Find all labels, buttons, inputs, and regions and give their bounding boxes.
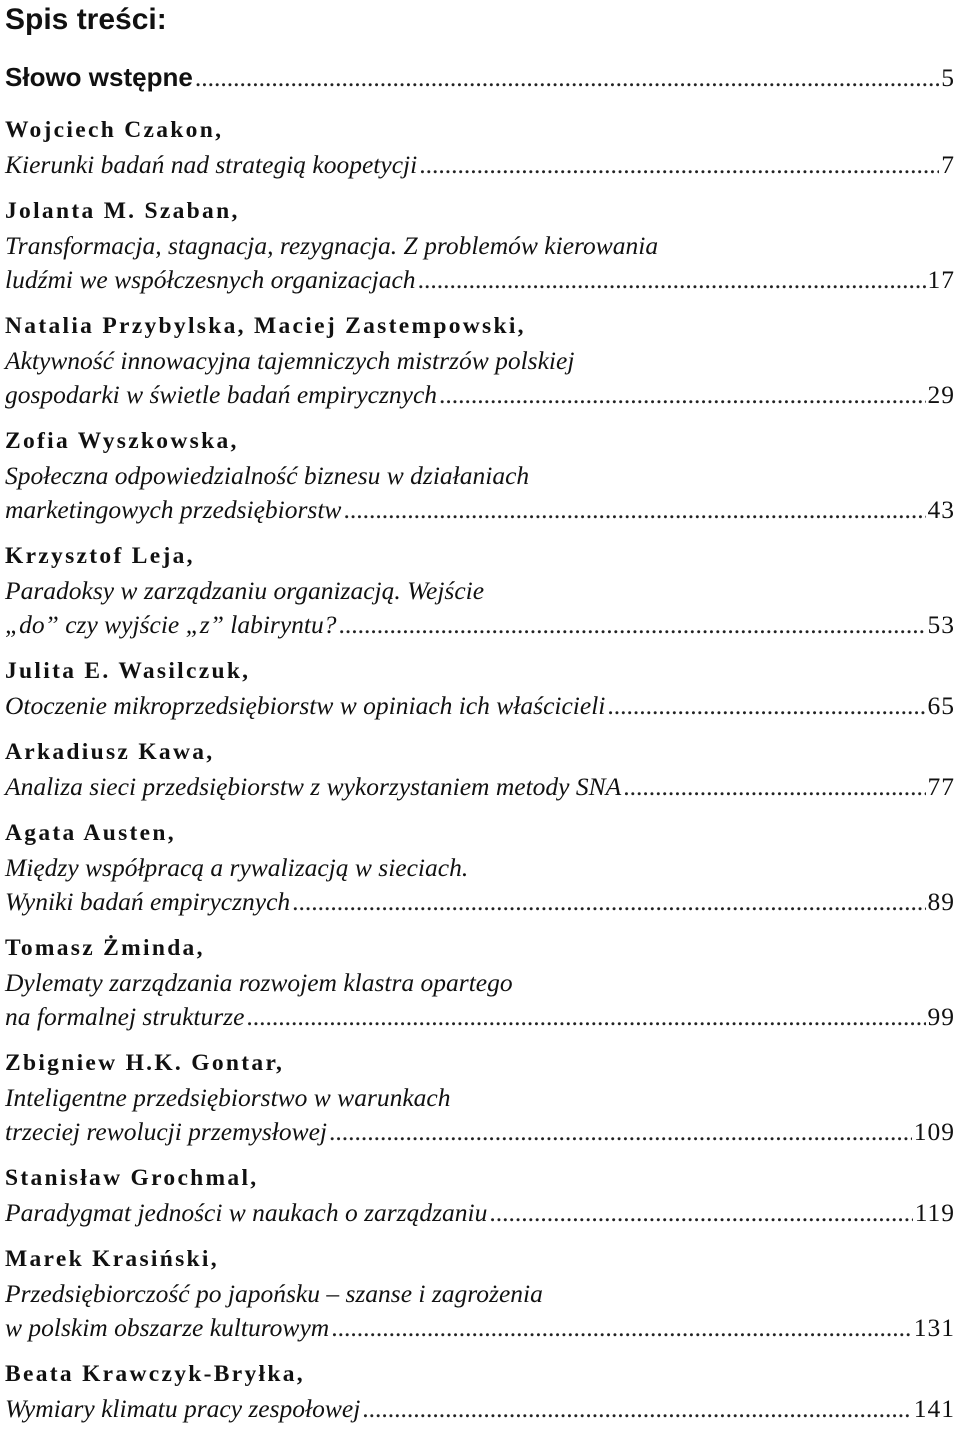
page-number: 99: [927, 1002, 955, 1031]
toc-entry[interactable]: [5, 538, 955, 642]
entry-author: Krzysztof Leja,: [5, 543, 195, 569]
page-number: 5: [941, 63, 955, 92]
toc-entry-preface[interactable]: [5, 60, 955, 94]
entry-author: Natalia Przybylska, Maciej Zastempowski,: [5, 313, 526, 339]
dot-leader: [419, 148, 939, 182]
entry-spacer: [5, 1345, 955, 1356]
entry-author: Beata Krawczyk-Bryłka,: [5, 1361, 305, 1387]
entry-title-line: Aktywność innowacyjna tajemniczych mistrzów polskiej: [5, 346, 575, 375]
page-number: 89: [927, 887, 955, 916]
entry-author: Julita E. Wasilczuk,: [5, 658, 251, 684]
page-number: 141: [913, 1394, 955, 1423]
page-number: 43: [927, 495, 955, 524]
entry-spacer: [5, 1034, 955, 1045]
toc-entry[interactable]: [5, 193, 955, 297]
entry-spacer: [5, 297, 955, 308]
dot-leader: [607, 689, 925, 723]
toc-entry-list: [5, 112, 955, 1437]
entry-title-line: Wyniki badań empirycznych: [5, 887, 291, 916]
page-number: 7: [941, 150, 955, 179]
toc-entry[interactable]: [5, 423, 955, 527]
entry-spacer: [5, 412, 955, 423]
table-of-contents: [5, 0, 955, 1437]
entry-author: Zofia Wyszkowska,: [5, 428, 239, 454]
entry-title-line: w polskim obszarze kulturowym: [5, 1313, 330, 1342]
entry-author: Tomasz Żminda,: [5, 935, 205, 961]
page-number: 109: [913, 1117, 955, 1146]
dot-leader: [623, 770, 925, 804]
toc-entry[interactable]: [5, 1045, 955, 1149]
entry-title-line: Społeczna odpowiedzialność biznesu w działaniach: [5, 461, 530, 490]
entry-spacer: [5, 1230, 955, 1241]
entry-title-line: Otoczenie mikroprzedsiębiorstw w opiniach ich właścicieli: [5, 691, 606, 720]
entry-title: Słowo wstępne: [5, 62, 193, 92]
entry-title-line: Paradygmat jedności w naukach o zarządzaniu: [5, 1198, 488, 1227]
entry-author: Stanisław Grochmal,: [5, 1165, 259, 1191]
dot-leader: [195, 61, 939, 95]
dot-leader: [418, 263, 926, 297]
page-title: Spis treści:: [5, 3, 167, 36]
entry-title-line: Paradoksy w zarządzaniu organizacją. Wejście: [5, 576, 485, 605]
toc-entry[interactable]: [5, 112, 955, 182]
page-number: 17: [927, 265, 955, 294]
toc-entry[interactable]: [5, 1160, 955, 1230]
entry-spacer: [5, 527, 955, 538]
entry-spacer: [5, 182, 955, 193]
page-number: 119: [914, 1198, 955, 1227]
page-number: 29: [927, 380, 955, 409]
entry-title-line: Przedsiębiorczość po japońsku – szanse i zagrożenia: [5, 1279, 543, 1308]
entry-author: Marek Krasiński,: [5, 1246, 219, 1272]
toc-entry[interactable]: [5, 308, 955, 412]
dot-leader: [246, 1000, 925, 1034]
entry-author: Zbigniew H.K. Gontar,: [5, 1050, 285, 1076]
dot-leader: [439, 378, 925, 412]
entry-title-line: na formalnej strukturze: [5, 1002, 245, 1031]
entry-title-line: Dylematy zarządzania rozwojem klastra opartego: [5, 968, 513, 997]
dot-leader: [339, 608, 926, 642]
toc-entry[interactable]: [5, 1356, 955, 1426]
entry-spacer: [5, 804, 955, 815]
entry-author: Arkadiusz Kawa,: [5, 739, 215, 765]
entry-author: Agata Austen,: [5, 820, 176, 846]
toc-entry[interactable]: [5, 653, 955, 723]
entry-title-line: Inteligentne przedsiębiorstwo w warunkach: [5, 1083, 451, 1112]
entry-author: Jolanta M. Szaban,: [5, 198, 240, 224]
entry-title-line: Analiza sieci przedsiębiorstw z wykorzystaniem metody SNA: [5, 772, 622, 801]
page-number: 77: [927, 772, 955, 801]
page-number: 65: [927, 691, 955, 720]
entry-spacer: [5, 1426, 955, 1437]
entry-title-line: Kierunki badań nad strategią koopetycji: [5, 150, 418, 179]
entry-title-line: trzeciej rewolucji przemysłowej: [5, 1117, 327, 1146]
toc-entry[interactable]: [5, 815, 955, 919]
page-number: 53: [927, 610, 955, 639]
page-number: 131: [913, 1313, 955, 1342]
toc-entry[interactable]: [5, 930, 955, 1034]
entry-spacer: [5, 919, 955, 930]
dot-leader: [329, 1115, 912, 1149]
dot-leader: [292, 885, 925, 919]
entry-title-line: Transformacja, stagnacja, rezygnacja. Z problemów kierowania: [5, 231, 659, 260]
entry-spacer: [5, 723, 955, 734]
dot-leader: [331, 1311, 912, 1345]
entry-title-line: ludźmi we współczesnych organizacjach: [5, 265, 416, 294]
dot-leader: [489, 1196, 912, 1230]
entry-author: Wojciech Czakon,: [5, 117, 224, 143]
entry-spacer: [5, 1149, 955, 1160]
entry-spacer: [5, 642, 955, 653]
toc-entry[interactable]: [5, 734, 955, 804]
dot-leader: [362, 1392, 911, 1426]
entry-title-line: gospodarki w świetle badań empirycznych: [5, 380, 438, 409]
toc-entry[interactable]: [5, 1241, 955, 1345]
entry-title-line: marketingowych przedsiębiorstw: [5, 495, 342, 524]
dot-leader: [343, 493, 925, 527]
entry-title-line: „do” czy wyjście „z” labiryntu?: [5, 610, 337, 639]
entry-title-line: Między współpracą a rywalizacją w sieciach.: [5, 853, 469, 882]
entry-title-line: Wymiary klimatu pracy zespołowej: [5, 1394, 361, 1423]
